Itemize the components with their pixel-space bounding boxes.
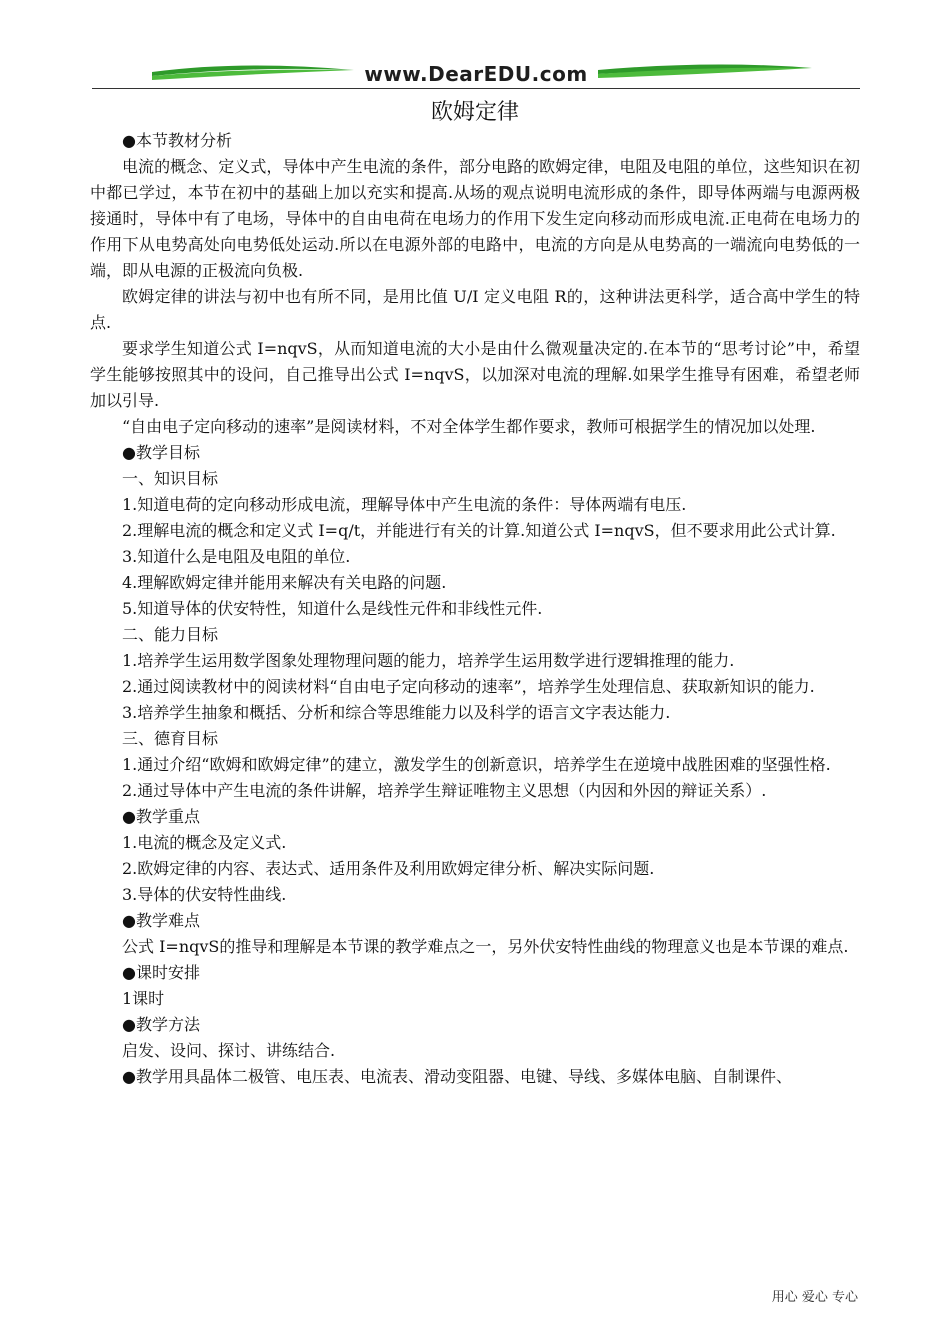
section-heading: ●教学方法 <box>122 1015 200 1034</box>
section-heading: ●教学目标 <box>122 443 200 462</box>
list-item: 1.培养学生运用数学图象处理物理问题的能力，培养学生运用数学进行逻辑推理的能力. <box>122 651 735 670</box>
list-item: 2.理解电流的概念和定义式 I=q/t，并能进行有关的计算.知道公式 I=nqvS，但不要求用此公式计算. <box>122 521 836 540</box>
subsection-heading: 二、能力目标 <box>122 625 219 644</box>
paragraph: 1课时 <box>122 989 165 1008</box>
section-heading: ●课时安排 <box>122 963 200 982</box>
list-item: 2.欧姆定律的内容、表达式、适用条件及利用欧姆定律分析、解决实际问题. <box>122 859 655 878</box>
site-header-banner <box>92 56 860 92</box>
subsection-heading: 三、德育目标 <box>122 729 219 748</box>
paragraph: 公式 I=nqvS的推导和理解是本节课的教学难点之一，另外伏安特性曲线的物理意义也是本节课的难点. <box>122 937 849 956</box>
section-heading: ●教学难点 <box>122 911 200 930</box>
list-item: 2.通过阅读教材中的阅读材料“自由电子定向移动的速率”，培养学生处理信息、获取新知识的能力. <box>122 677 815 696</box>
list-item: 3.培养学生抽象和概括、分析和综合等思维能力以及科学的语言文字表达能力. <box>122 703 671 722</box>
document-body <box>90 128 860 1090</box>
site-url-logo: www.DearEDU.com <box>364 62 588 86</box>
list-item: 3.导体的伏安特性曲线. <box>122 885 287 904</box>
list-item: 5.知道导体的伏安特性，知道什么是线性元件和非线性元件. <box>122 599 543 618</box>
list-item: 1.通过介绍“欧姆和欧姆定律”的建立，激发学生的创新意识，培养学生在逆境中战胜困难的坚强性格. <box>122 755 831 774</box>
paragraph: 启发、设问、探讨、讲练结合. <box>122 1041 336 1060</box>
section-heading: ●教学用具晶体二极管、电压表、电流表、滑动变阻器、电键、导线、多媒体电脑、自制课件、 <box>122 1067 792 1086</box>
paragraph: “自由电子定向移动的速率”是阅读材料，不对全体学生都作要求，教师可根据学生的情况加以处理. <box>122 417 816 436</box>
list-item: 2.通过导体中产生电流的条件讲解，培养学生辩证唯物主义思想（内因和外因的辩证关系）. <box>122 781 767 800</box>
section-heading: ●教学重点 <box>122 807 200 826</box>
subsection-heading: 一、知识目标 <box>122 469 219 488</box>
paragraph: 电流的概念、定义式，导体中产生电流的条件，部分电路的欧姆定律，电阻及电阻的单位，这些知识在初中都已学过，本节在初中的基础上加以充实和提高.从场的观点说明电流形成的条件，即导体两端与电源两极接通时，导体中有了电场，导体中的自由电荷在电场力的作用下发生定向移动而形成电流.正电荷在电场力的作用下从电势高处向电势低处运动.所以在电源外部的电路中，电流的方向是从电势高的一端流向电势低的一端，即从电源的正极流向负极. <box>90 157 860 280</box>
list-item: 4.理解欧姆定律并能用来解决有关电路的问题. <box>122 573 447 592</box>
section-heading: ●本节教材分析 <box>122 131 232 150</box>
page-title: 欧姆定律 <box>430 100 519 125</box>
list-item: 1.电流的概念及定义式. <box>122 833 287 852</box>
paragraph: 要求学生知道公式 I=nqvS，从而知道电流的大小是由什么微观量决定的.在本节的“思考讨论”中，希望学生能够按照其中的设问，自己推导出公式 I=nqvS，以加深对电流的理解.如果学生推导有困难，希望老师加以引导. <box>90 339 860 410</box>
page-footer: 用心 爱心 专心 <box>771 1290 858 1305</box>
header-divider <box>92 88 860 89</box>
list-item: 1.知道电荷的定向移动形成电流，理解导体中产生电流的条件：导体两端有电压. <box>122 495 687 514</box>
list-item: 3.知道什么是电阻及电阻的单位. <box>122 547 351 566</box>
paragraph: 欧姆定律的讲法与初中也有所不同，是用比值 U/I 定义电阻 R的，这种讲法更科学，适合高中学生的特点. <box>90 287 860 332</box>
